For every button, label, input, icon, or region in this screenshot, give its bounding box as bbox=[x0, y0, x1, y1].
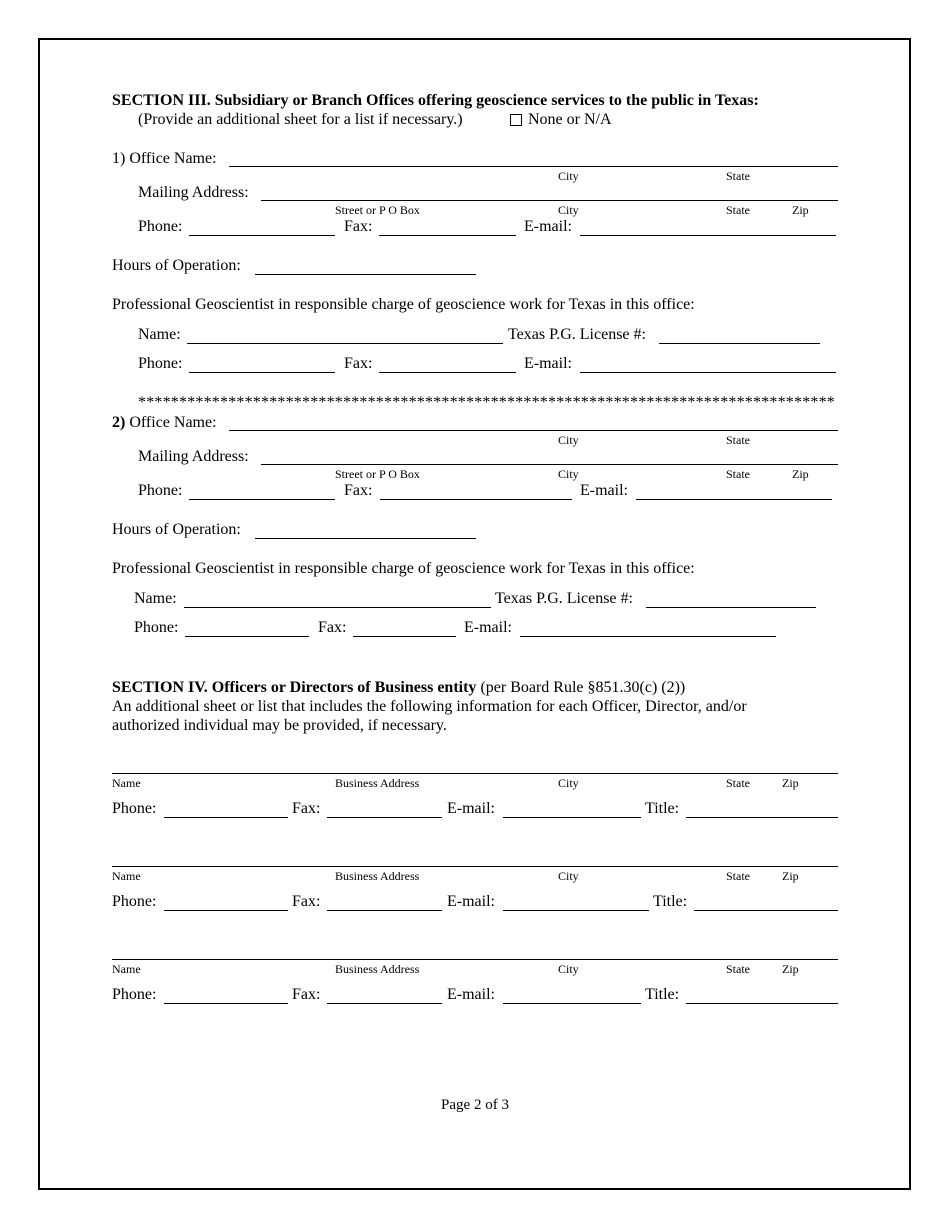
office1-name-field[interactable] bbox=[229, 166, 838, 167]
officer3-address-caption: Business Address bbox=[335, 962, 420, 976]
officer3-phone-label: Phone: bbox=[112, 986, 157, 1003]
officer2-email-label: E-mail: bbox=[447, 893, 495, 910]
officer3-email-field[interactable] bbox=[503, 1003, 641, 1004]
office2-pg-phone-field[interactable] bbox=[185, 636, 309, 637]
office2-mailing-field[interactable] bbox=[261, 464, 838, 465]
office1-fax-label: Fax: bbox=[344, 218, 373, 235]
office1-email-field[interactable] bbox=[580, 235, 836, 236]
none-checkbox[interactable] bbox=[510, 114, 522, 126]
officer2-zip-caption: Zip bbox=[782, 869, 799, 883]
office1-phone-field[interactable] bbox=[189, 235, 335, 236]
officer2-title-field[interactable] bbox=[694, 910, 838, 911]
officer1-address-caption: Business Address bbox=[335, 776, 420, 790]
office2-pg-email-field[interactable] bbox=[520, 636, 776, 637]
officer1-email-field[interactable] bbox=[503, 817, 641, 818]
officer1-city-caption: City bbox=[558, 776, 579, 790]
officer2-phone-label: Phone: bbox=[112, 893, 157, 910]
office2-state2-caption: State bbox=[726, 467, 750, 481]
office2-email-field[interactable] bbox=[636, 499, 832, 500]
office1-zip-caption: Zip bbox=[792, 203, 809, 217]
office2-city-caption: City bbox=[558, 433, 579, 447]
office2-name-label: Office Name: bbox=[129, 414, 217, 431]
office1-pg-heading: Professional Geoscientist in responsible charge of geoscience work for Texas in this office: bbox=[112, 296, 695, 313]
office2-pg-name-label: Name: bbox=[134, 590, 177, 607]
office1-pg-phone-field[interactable] bbox=[189, 372, 335, 373]
office2-pg-name-field[interactable] bbox=[184, 607, 491, 608]
office1-state2-caption: State bbox=[726, 203, 750, 217]
officer3-name-field[interactable] bbox=[112, 959, 838, 960]
section-4-title: SECTION IV. Officers or Directors of Business entity bbox=[112, 679, 477, 696]
office2-phone-label: Phone: bbox=[138, 482, 183, 499]
officer1-fax-label: Fax: bbox=[292, 800, 321, 817]
office2-name-field[interactable] bbox=[229, 430, 838, 431]
office1-fax-field[interactable] bbox=[379, 235, 516, 236]
office1-pg-fax-label: Fax: bbox=[344, 355, 373, 372]
office2-hours-label: Hours of Operation: bbox=[112, 521, 241, 538]
office1-pg-email-label: E-mail: bbox=[524, 355, 572, 372]
officer1-state-caption: State bbox=[726, 776, 750, 790]
officer3-fax-label: Fax: bbox=[292, 986, 321, 1003]
officer2-title-label: Title: bbox=[653, 893, 688, 910]
office2-pg-license-label: Texas P.G. License #: bbox=[495, 590, 633, 607]
office2-phone-field[interactable] bbox=[189, 499, 335, 500]
officer1-fax-field[interactable] bbox=[327, 817, 442, 818]
officer2-name-caption: Name bbox=[112, 869, 141, 883]
separator-stars: ************************************************************************************* bbox=[138, 394, 835, 411]
officer1-title-label: Title: bbox=[645, 800, 680, 817]
page-number: Page 2 of 3 bbox=[441, 1097, 509, 1113]
officer2-fax-field[interactable] bbox=[327, 910, 442, 911]
office1-city2-caption: City bbox=[558, 203, 579, 217]
officer1-zip-caption: Zip bbox=[782, 776, 799, 790]
none-label: None or N/A bbox=[528, 111, 612, 128]
officer1-name-field[interactable] bbox=[112, 773, 838, 774]
officer2-city-caption: City bbox=[558, 869, 579, 883]
office1-mailing-label: Mailing Address: bbox=[138, 184, 249, 201]
office1-pg-phone-label: Phone: bbox=[138, 355, 183, 372]
officer2-name-field[interactable] bbox=[112, 866, 838, 867]
office1-hours-label: Hours of Operation: bbox=[112, 257, 241, 274]
section-3-note: (Provide an additional sheet for a list if necessary.) bbox=[138, 111, 463, 128]
section-4-desc-line2: authorized individual may be provided, if necessary. bbox=[112, 717, 447, 734]
office2-pg-email-label: E-mail: bbox=[464, 619, 512, 636]
office1-pg-fax-field[interactable] bbox=[379, 372, 516, 373]
officer3-title-field[interactable] bbox=[686, 1003, 838, 1004]
officer1-email-label: E-mail: bbox=[447, 800, 495, 817]
office2-name-row bbox=[112, 414, 217, 432]
office1-mailing-field[interactable] bbox=[261, 200, 838, 201]
office2-pg-phone-label: Phone: bbox=[134, 619, 179, 636]
office2-number: 2) bbox=[112, 414, 126, 431]
office2-state-caption: State bbox=[726, 433, 750, 447]
officer3-phone-field[interactable] bbox=[164, 1003, 288, 1004]
office1-pg-email-field[interactable] bbox=[580, 372, 836, 373]
section-4-title-row bbox=[112, 679, 685, 697]
office2-pg-fax-label: Fax: bbox=[318, 619, 347, 636]
officer2-phone-field[interactable] bbox=[164, 910, 288, 911]
office2-street-caption: Street or P O Box bbox=[335, 467, 420, 481]
officer3-zip-caption: Zip bbox=[782, 962, 799, 976]
office1-name-label: 1) Office Name: bbox=[112, 150, 217, 167]
office1-email-label: E-mail: bbox=[524, 218, 572, 235]
officer2-fax-label: Fax: bbox=[292, 893, 321, 910]
office1-pg-name-label: Name: bbox=[138, 326, 181, 343]
officer1-name-caption: Name bbox=[112, 776, 141, 790]
officer2-address-caption: Business Address bbox=[335, 869, 420, 883]
officer3-email-label: E-mail: bbox=[447, 986, 495, 1003]
office2-zip-caption: Zip bbox=[792, 467, 809, 481]
office1-hours-field[interactable] bbox=[255, 274, 476, 275]
section-3-title: SECTION III. Subsidiary or Branch Offices offering geoscience services to the public in Texas: bbox=[112, 92, 759, 109]
officer1-phone-field[interactable] bbox=[164, 817, 288, 818]
office2-pg-fax-field[interactable] bbox=[353, 636, 456, 637]
office1-pg-name-field[interactable] bbox=[187, 343, 503, 344]
officer1-phone-label: Phone: bbox=[112, 800, 157, 817]
office2-pg-heading: Professional Geoscientist in responsible charge of geoscience work for Texas in this office: bbox=[112, 560, 695, 577]
office1-state-caption: State bbox=[726, 169, 750, 183]
office2-fax-field[interactable] bbox=[380, 499, 572, 500]
office2-email-label: E-mail: bbox=[580, 482, 628, 499]
office2-city2-caption: City bbox=[558, 467, 579, 481]
office2-mailing-label: Mailing Address: bbox=[138, 448, 249, 465]
officer3-state-caption: State bbox=[726, 962, 750, 976]
office1-phone-label: Phone: bbox=[138, 218, 183, 235]
officer3-city-caption: City bbox=[558, 962, 579, 976]
office1-street-caption: Street or P O Box bbox=[335, 203, 420, 217]
officer3-name-caption: Name bbox=[112, 962, 141, 976]
officer2-state-caption: State bbox=[726, 869, 750, 883]
office1-pg-license-field[interactable] bbox=[659, 343, 820, 344]
office1-city-caption: City bbox=[558, 169, 579, 183]
office2-pg-license-field[interactable] bbox=[646, 607, 816, 608]
officer3-title-label: Title: bbox=[645, 986, 680, 1003]
office2-hours-field[interactable] bbox=[255, 538, 476, 539]
page-border bbox=[38, 38, 911, 1190]
office1-pg-license-label: Texas P.G. License #: bbox=[508, 326, 646, 343]
officer3-fax-field[interactable] bbox=[327, 1003, 442, 1004]
section-4-rule: (per Board Rule §851.30(c) (2)) bbox=[480, 679, 686, 696]
section-4-desc-line1: An additional sheet or list that includes the following information for each Officer, Director, and/or bbox=[112, 698, 747, 715]
officer1-title-field[interactable] bbox=[686, 817, 838, 818]
office2-fax-label: Fax: bbox=[344, 482, 373, 499]
officer2-email-field[interactable] bbox=[503, 910, 649, 911]
